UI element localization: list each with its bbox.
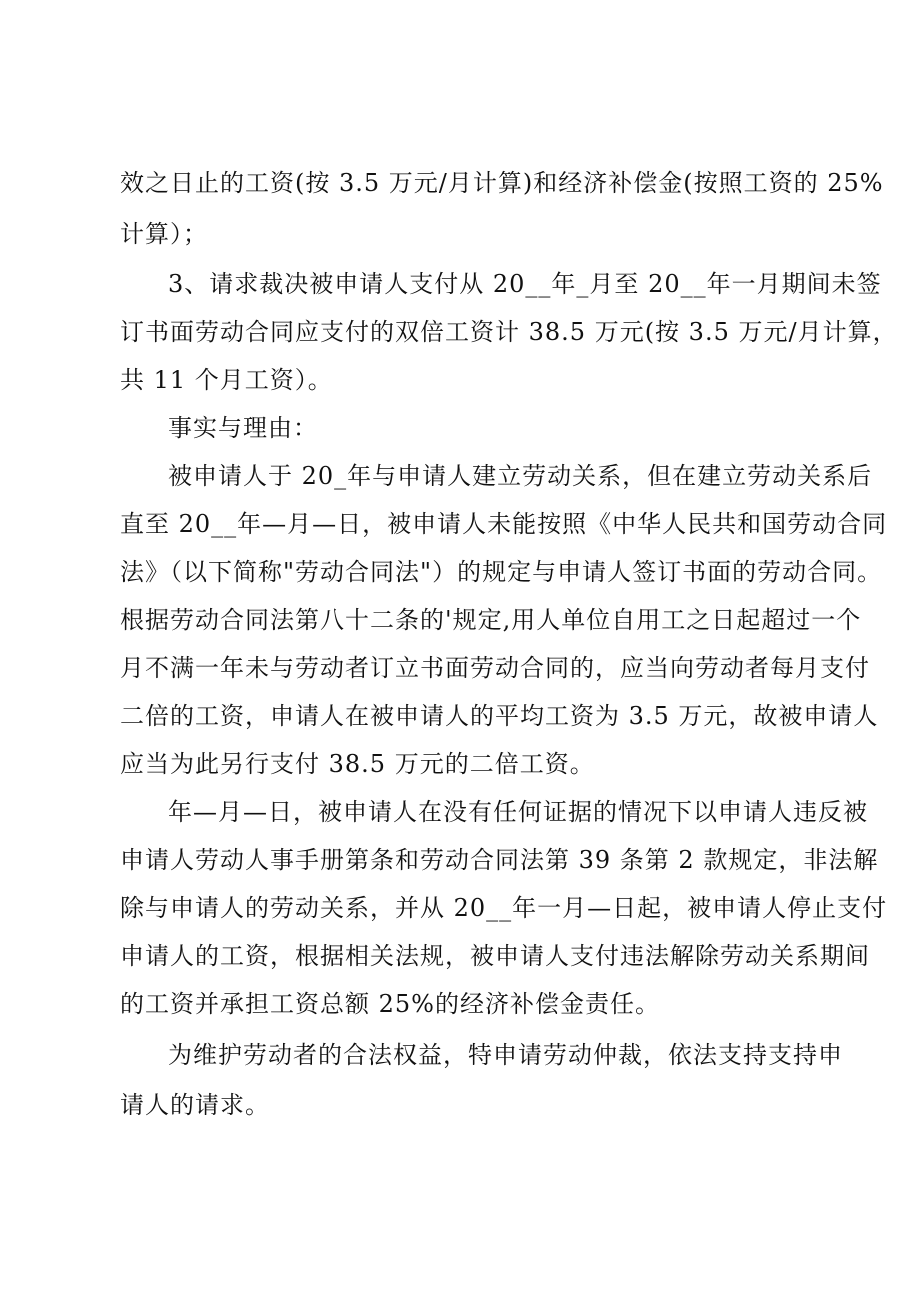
text-line: 法》（以下简称"劳动合同法"）的规定与申请人签订书面的劳动合同。 bbox=[120, 558, 883, 586]
text-line: 申请人的工资，根据相关法规，被申请人支付违法解除劳动关系期间 bbox=[120, 942, 870, 970]
section-heading: 事实与理由： bbox=[168, 414, 318, 442]
text-line: 为维护劳动者的合法权益，特申请劳动仲裁，依法支持支持申 bbox=[168, 1041, 843, 1069]
text-line: 应当为此另行支付 38.5 万元的二倍工资。 bbox=[120, 750, 595, 778]
text-line: 申请人劳动人事手册第条和劳动合同法第 39 条第 2 款规定，非法解 bbox=[120, 846, 879, 874]
text-line: 二倍的工资，申请人在被申请人的平均工资为 3.5 万元，故被申请人 bbox=[120, 702, 879, 730]
text-line: 3、请求裁决被申请人支付从 20__年_月至 20__年一月期间未签 bbox=[168, 270, 882, 298]
text-line: 年—月—日，被申请人在没有任何证据的情况下以申请人违反被 bbox=[168, 798, 868, 826]
text-line: 订书面劳动合同应支付的双倍工资计 38.5 万元(按 3.5 万元/月计算， bbox=[120, 318, 898, 346]
text-line: 效之日止的工资(按 3.5 万元/月计算)和经济补偿金(按照工资的 25% bbox=[120, 169, 884, 197]
text-line: 请人的请求。 bbox=[120, 1091, 270, 1119]
text-line: 共 11 个月工资）。 bbox=[120, 366, 333, 394]
text-line: 根据劳动合同法第八十二条的'规定,用人单位自用工之日起超过一个 bbox=[120, 606, 862, 634]
text-line: 被申请人于 20_年与申请人建立劳动关系，但在建立劳动关系后 bbox=[168, 462, 873, 490]
text-line: 计算）； bbox=[120, 220, 208, 248]
text-line: 直至 20__年—月—日，被申请人未能按照《中华人民共和国劳动合同 bbox=[120, 510, 888, 538]
text-line: 的工资并承担工资总额 25%的经济补偿金责任。 bbox=[120, 990, 660, 1018]
text-line: 除与申请人的劳动关系，并从 20__年一月—日起，被申请人停止支付 bbox=[120, 894, 888, 922]
text-line: 月不满一年未与劳动者订立书面劳动合同的，应当向劳动者每月支付 bbox=[120, 654, 870, 682]
